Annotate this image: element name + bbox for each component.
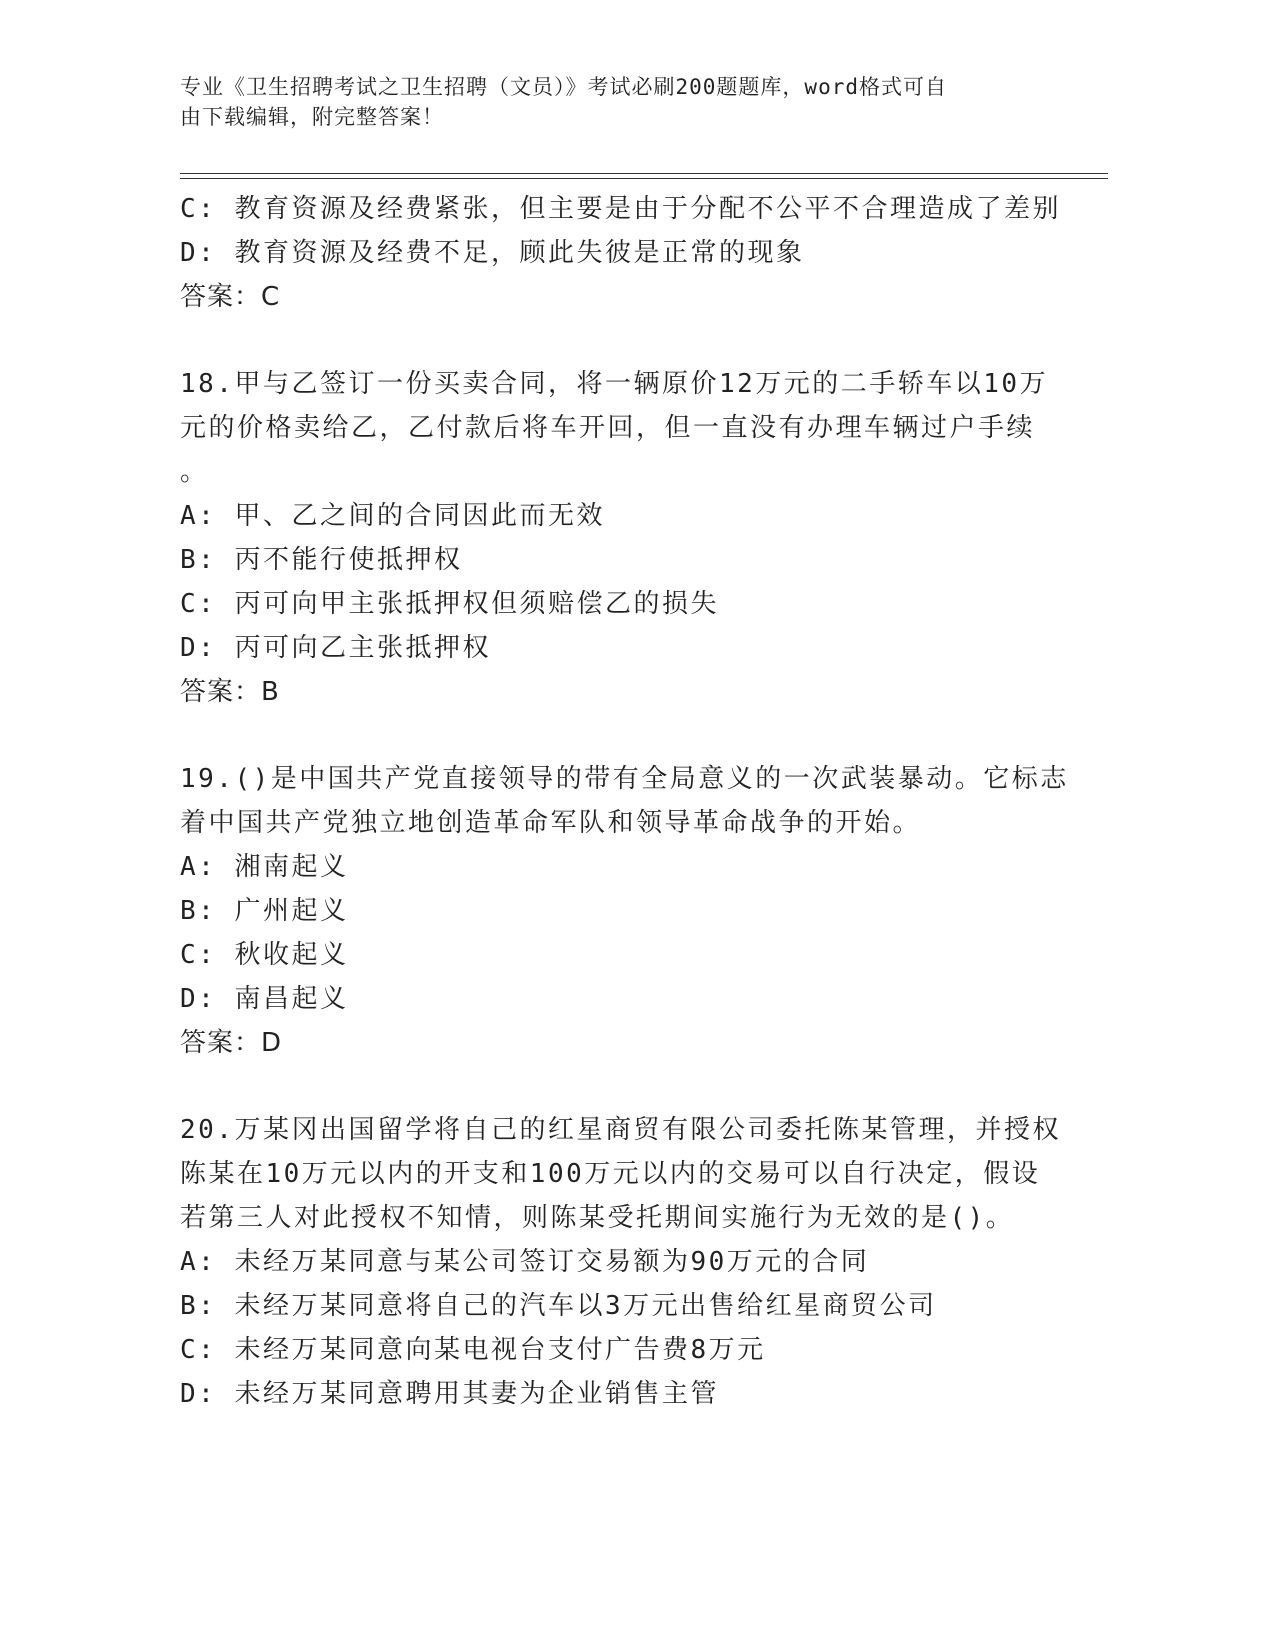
header-rule-bottom — [180, 178, 1108, 179]
option-c: C: 丙可向甲主张抵押权但须赔偿乙的损失 — [180, 589, 719, 619]
option-d: D: 教育资源及经费不足，顾此失彼是正常的现象 — [180, 238, 805, 268]
answer-line: 答案：D — [180, 1028, 283, 1058]
question-text-line: 若第三人对此授权不知情，则陈某受托期间实施行为无效的是()。 — [180, 1203, 1015, 1233]
answer-line: 答案：B — [180, 677, 280, 707]
question-19 — [180, 757, 1069, 1065]
option-a: A: 未经万某同意与某公司签订交易额为90万元的合同 — [180, 1247, 870, 1277]
question-text-line: 19.()是中国共产党直接领导的带有全局意义的一次武装暴动。它标志 — [180, 764, 1069, 794]
question-text-line: 元的价格卖给乙，乙付款后将车开回，但一直没有办理车辆过户手续 — [180, 413, 1036, 443]
question-18 — [180, 362, 1049, 714]
option-a: A: 甲、乙之间的合同因此而无效 — [180, 501, 605, 531]
option-c: C: 秋收起义 — [180, 940, 349, 970]
option-a: A: 湘南起义 — [180, 852, 349, 882]
question-text-line: 。 — [180, 457, 209, 487]
question-20 — [180, 1108, 1061, 1416]
option-c: C: 教育资源及经费紧张，但主要是由于分配不公平不合理造成了差别 — [180, 194, 1061, 224]
option-d: D: 未经万某同意聘用其妻为企业销售主管 — [180, 1379, 719, 1409]
header-rule-top — [180, 173, 1108, 174]
question-text-line: 陈某在10万元以内的开支和100万元以内的交易可以自行决定，假设 — [180, 1159, 1041, 1189]
question-text-line: 18.甲与乙签订一份买卖合同，将一辆原价12万元的二手轿车以10万 — [180, 369, 1049, 399]
question-list — [180, 187, 1069, 1416]
option-b: B: 未经万某同意将自己的汽车以3万元出售给红星商贸公司 — [180, 1291, 937, 1321]
document-header: 专业《卫生招聘考试之卫生招聘（文员）》考试必刷200题题库，word格式可自 由下载编辑，附完整答案！ — [180, 75, 947, 129]
question-text-line: 20.万某冈出国留学将自己的红星商贸有限公司委托陈某管理，并授权 — [180, 1115, 1061, 1145]
question-17-tail — [180, 187, 1061, 319]
answer-line: 答案：C — [180, 282, 281, 312]
option-c: C: 未经万某同意向某电视台支付广告费8万元 — [180, 1335, 766, 1365]
question-text-line: 着中国共产党独立地创造革命军队和领导革命战争的开始。 — [180, 808, 922, 838]
option-d: D: 南昌起义 — [180, 984, 349, 1014]
option-b: B: 广州起义 — [180, 896, 349, 926]
option-d: D: 丙可向乙主张抵押权 — [180, 633, 491, 663]
option-b: B: 丙不能行使抵押权 — [180, 545, 463, 575]
